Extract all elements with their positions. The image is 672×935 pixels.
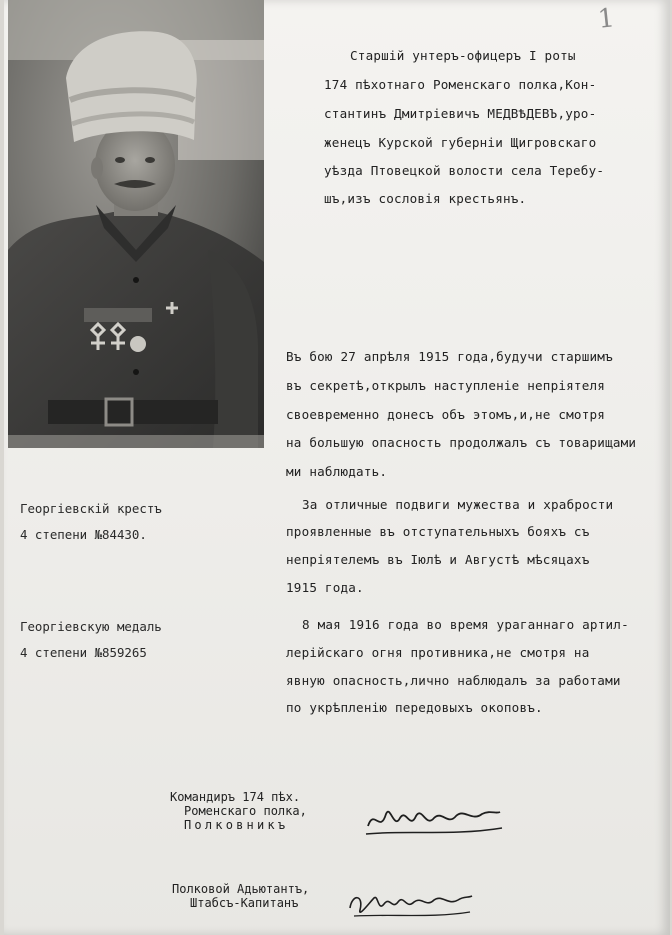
deed-line: 8 мая 1916 года во время ураганнаго артил- xyxy=(302,617,629,632)
adjutant-title-line: Штабсъ-Капитанъ xyxy=(190,896,299,910)
deed-line: лерійскаго огня противника,не смотря на xyxy=(286,645,590,660)
deed-line: на большую опасность продолжалъ съ товарищами xyxy=(286,435,637,450)
award-line: Георгіевскую медаль xyxy=(20,619,162,634)
document-page xyxy=(4,0,670,935)
adjutant-title-line: Полковой Адьютантъ, xyxy=(172,882,310,896)
intro-line: женецъ Курской губерніи Щигровскаго xyxy=(324,135,597,150)
deed-line: по укрѣпленію передовыхъ окоповъ. xyxy=(286,700,543,715)
intro-line: уѣзда Птовецкой волости села Теребу- xyxy=(324,163,605,178)
commander-rank: Полковникъ xyxy=(184,818,289,832)
adjutant-signature xyxy=(344,884,474,924)
award-line: Георгіевскій крестъ xyxy=(20,501,162,516)
deed-line: своевременно донесъ объ этомъ,и,не смотря xyxy=(286,407,606,422)
deed-line: Въ бою 27 апрѣля 1915 года,будучи старшимъ xyxy=(286,349,613,364)
intro-line: 174 пѣхотнаго Роменскаго полка,Кон- xyxy=(324,77,597,92)
intro-line: Старшій унтеръ-офицеръ I роты xyxy=(350,48,576,63)
deed-line: непріятелемъ въ Іюлѣ и Августѣ мѣсяцахъ xyxy=(286,552,590,567)
commander-title-line: Командиръ 174 пѣх. xyxy=(170,790,301,804)
deed-line: 1915 года. xyxy=(286,580,364,595)
deed-line: въ секретѣ,открылъ наступленіе непріятеля xyxy=(286,378,606,393)
commander-signature xyxy=(364,800,504,844)
deed-line: проявленные въ отступательныхъ бояхъ съ xyxy=(286,524,590,539)
commander-title-line: Роменскаго полка, xyxy=(184,804,307,818)
deed-line: За отличные подвиги мужества и храбрости xyxy=(302,497,614,512)
intro-line: стантинъ Дмитріевичъ МЕДВѢДЕВЪ,уро- xyxy=(324,106,597,121)
award-line: 4 степени №859265 xyxy=(20,645,147,660)
deed-line: ми наблюдать. xyxy=(286,464,388,479)
soldier-portrait-photo xyxy=(8,0,264,448)
intro-line: шъ,изъ сословія крестьянъ. xyxy=(324,191,527,206)
page-number: 1 xyxy=(596,3,617,35)
deed-line: явную опасность,лично наблюдалъ за работами xyxy=(286,673,621,688)
award-line: 4 степени №84430. xyxy=(20,527,147,542)
